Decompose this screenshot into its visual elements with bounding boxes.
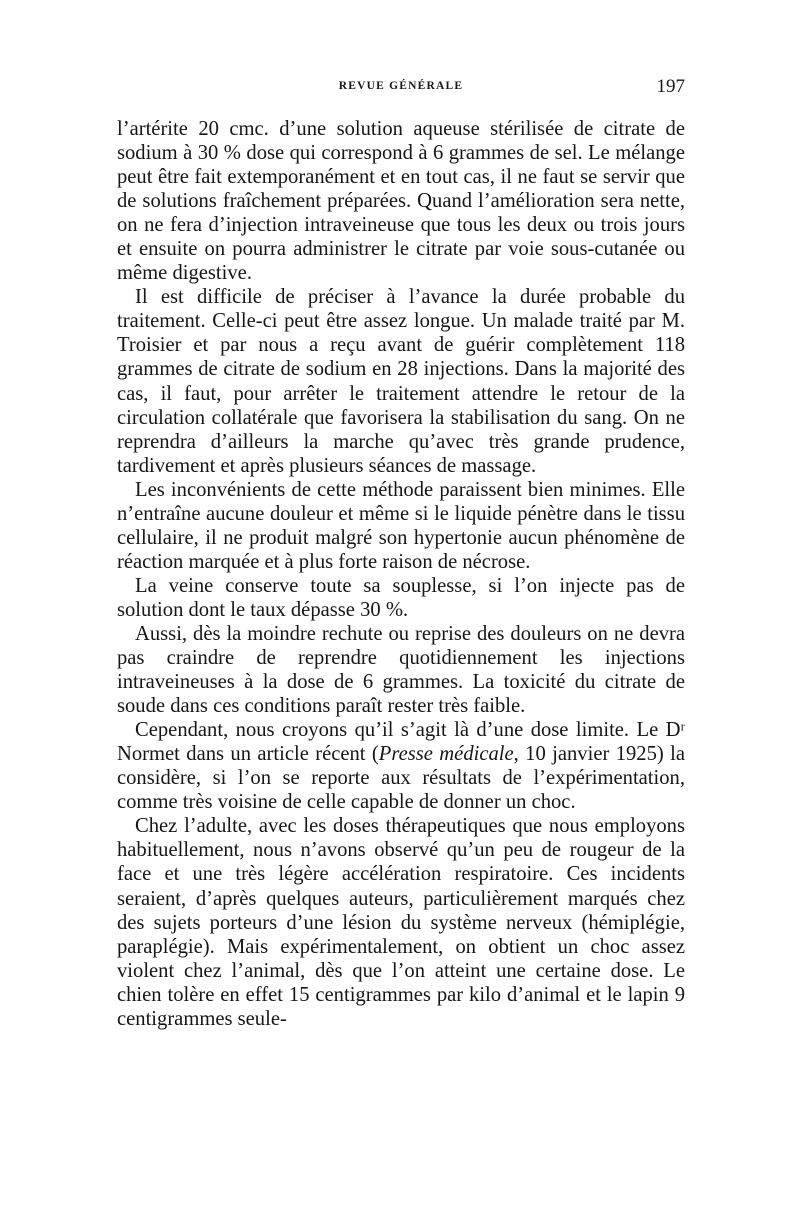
paragraph: Il est difficile de préciser à l’avance la durée probable du traitement. Celle-ci peut être assez longue. Un malade traité par M. Troisier et par nous a reçu avant de guérir complètement 118 grammes de citrate de sodium en 28 injections. Dans la majorité des cas, il faut, pour arrêter le traitement attendre le retour de la circulation collatérale que favorisera la stabilisation du sang. On ne reprendra d’ailleurs la marche qu’avec très grande prudence, tardivement et après plusieurs séances de massage. [117,286,685,477]
journal-title: Presse médicale [378,743,514,766]
article-body [117,117,685,1031]
paragraph-citation [117,718,685,814]
running-title: REVUE GÉNÉRALE [338,80,464,92]
paragraph: La veine conserve toute sa souplesse, si l’on injecte pas de solution dont le taux dépasse 30 %. [117,574,685,621]
page-number: 197 [656,76,685,97]
paragraph: Les inconvénients de cette méthode paraissent bien minimes. Elle n’entraîne aucune douleur et même si le liquide pénètre dans le tissu cellulaire, il ne produit malgré son hypertonie aucun phénomène de réaction marquée et à plus forte raison de nécrose. [117,478,685,573]
paragraph-continued: l’artérite 20 cmc. d’une solution aqueuse stérilisée de citrate de sodium à 30 % dose qui correspond à 6 grammes de sel. Le mélange peut être fait extemporanément et en tout cas, il ne faut se servir que de solutions fraîchement préparées. Quand l’amélioration sera nette, on ne fera d’injection intraveineuse que tous les deux ou trois jours et ensuite on pourra administrer le citrate par voie sous-cutanée ou même digestive. [117,118,685,285]
paragraph: Chez l’adulte, avec les doses thérapeutiques que nous employons habituellement, nous n’avons observé qu’un peu de rougeur de la face et une très légère accélération respiratoire. Ces incidents seraient, d’après quelques auteurs, particulièrement marqués chez des sujets porteurs d’une lésion du système nerveux (hémiplégie, paraplégie). Mais expérimentalement, on obtient un choc assez violent chez l’animal, dès que l’on atteint une certaine dose. Le chien tolère en effet 15 centigrammes par kilo d’animal et le lapin 9 centigrammes seule- [117,815,685,1030]
paragraph-text-after-citation: , 10 janvier 1925) la considère, si l’on se reporte aux résultats de l’expérimentation, comme très voisine de celle capable de donner un choc. [117,743,686,814]
running-header [117,78,685,100]
paragraph-text-before-citation: Cependant, nous croyons qu’il s’agit là d’une dose limite. Le Dʳ Normet dans un article récent ( [117,719,685,766]
paragraph: Aussi, dès la moindre rechute ou reprise des douleurs on ne devra pas craindre de reprendre quotidiennement les injections intraveineuses à la dose de 6 grammes. La toxicité du citrate de soude dans ces conditions paraît rester très faible. [117,622,685,718]
